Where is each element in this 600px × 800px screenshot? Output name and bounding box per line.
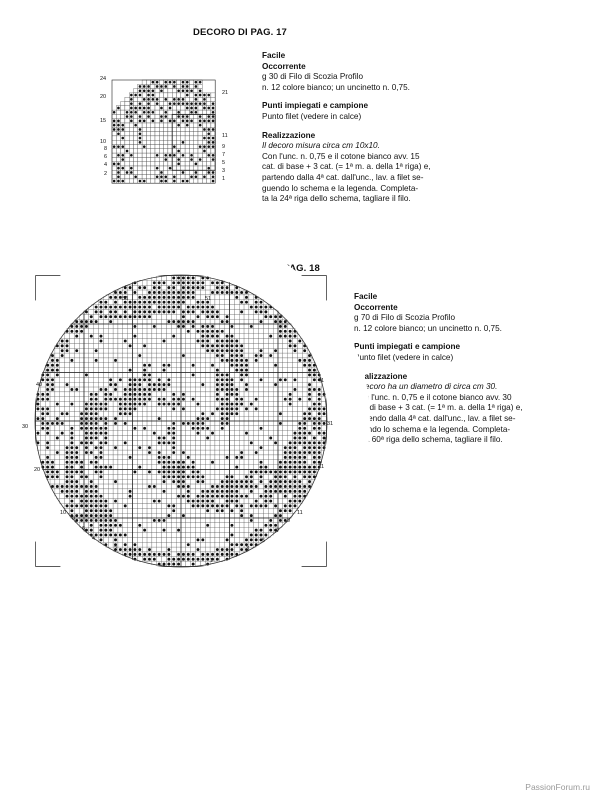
section2-execution-line: Con l'unc. n. 0,75 e il cotone bianco avv. 30 [354, 392, 512, 402]
chart2-row-label: 11 [297, 510, 303, 516]
chart1-row-label: 7 [222, 152, 226, 158]
section2-materials-heading: Occorrente [354, 302, 398, 312]
section1-materials-line: g 30 di Filo di Scozia Profilo [262, 72, 364, 82]
chart2-row-label: 21 [318, 464, 325, 470]
chart1-row-label: 6 [104, 154, 108, 160]
section1-materials-heading: Occorrente [262, 61, 306, 71]
chart2-row-label: 8 [72, 516, 76, 522]
section1-execution-line: cat. di base + 3 cat. (= 1ª m. a. della 1ª riga) e, [262, 162, 431, 172]
chart1-row-label: 8 [104, 146, 108, 152]
section2-title: DECORO DI PAG. 18 [226, 263, 320, 274]
section1-execution-intro: Il decoro misura circa cm 10x10. [262, 141, 380, 151]
chart1-row-label: 9 [222, 144, 226, 150]
section1-execution-heading: Realizzazione [262, 130, 316, 140]
chart1-row-label: 4 [104, 162, 108, 168]
section1-execution-line: partendo dalla 4ª cat. dall'unc., lav. a filet se- [262, 172, 424, 182]
section1-title: DECORO DI PAG. 17 [193, 27, 287, 38]
section2-stitches-heading: Punti impiegati e campione [354, 342, 461, 352]
section1-execution-line: ta la 24ª riga dello schema, tagliare il filo. [262, 194, 411, 204]
chart1-row-label: 5 [222, 160, 226, 166]
chart2-row-label: 2 [114, 546, 118, 552]
chart2-row-label: 41 [318, 378, 325, 384]
section2-execution-intro: Il decoro ha un diametro di circa cm 30. [354, 382, 498, 392]
section2-execution-line: cat. di base + 3 cat. (= 1ª m. a. della 1ª riga) e, [354, 403, 523, 413]
chart2-row-label: 30 [22, 424, 29, 430]
chart1-row-label: 3 [222, 168, 226, 174]
chart1-row-label: 21 [222, 90, 229, 96]
chart2-row-label: 51 [205, 296, 212, 302]
chart2-row-label: 7 [276, 528, 280, 534]
section2-materials-line: g 70 di Filo di Scozia Profilo [354, 313, 456, 323]
chart1-row-label: 2 [104, 171, 108, 177]
chart2-row-label: 9 [287, 518, 291, 524]
chart2-row-label: 5 [262, 538, 266, 544]
section1-stitches-heading: Punti impiegati e campione [262, 101, 369, 111]
chart1-grid [112, 80, 215, 183]
section1-execution-line: Con l'unc. n. 0,75 e il cotone bianco avv. 15 [262, 151, 420, 161]
chart2-row-label: 6 [82, 526, 86, 532]
section1-execution-line: guendo lo schema e la legenda. Completa- [262, 183, 419, 193]
chart1-row-label: 11 [222, 133, 228, 139]
chart2-row-label: 3 [246, 546, 250, 552]
chart1-row-label: 20 [100, 94, 107, 100]
chart2-row-label: 31 [327, 421, 334, 427]
section2-execution-line: partendo dalla 4ª cat. dall'unc., lav. a filet se- [354, 413, 516, 423]
section2-materials-line: n. 12 colore bianco; un uncinetto n. 0,75. [354, 323, 502, 333]
chart2-row-label: 4 [92, 536, 96, 542]
chart1-row-label: 1 [222, 176, 226, 182]
watermark: PassionForum.ru [525, 782, 590, 792]
section1-stitches-line: Punto filet (vedere in calce) [262, 111, 362, 121]
section1-materials-line: n. 12 colore bianco; un uncinetto n. 0,75. [262, 82, 410, 92]
section1-difficulty: Facile [262, 51, 286, 60]
section2-execution-heading: Realizzazione [354, 371, 408, 381]
chart2-row-label: 50 [122, 296, 129, 302]
chart2-row-label: 40 [36, 382, 43, 388]
section2-execution-line: ta la 60ª riga dello schema, tagliare il filo. [354, 435, 503, 445]
chart1-row-label: 15 [100, 118, 107, 124]
chart2-row-label: 10 [60, 510, 67, 516]
chart1-row-label: 24 [100, 76, 107, 82]
section2-difficulty: Facile [354, 292, 378, 301]
chart2-row-label: 1 [210, 558, 214, 564]
chart2-row-label: 20 [34, 467, 41, 473]
section2-stitches-line: Punto filet (vedere in calce) [354, 352, 454, 362]
chart1-row-label: 10 [100, 139, 107, 145]
section2-execution-line: guendo lo schema e la legenda. Completa- [354, 424, 511, 434]
